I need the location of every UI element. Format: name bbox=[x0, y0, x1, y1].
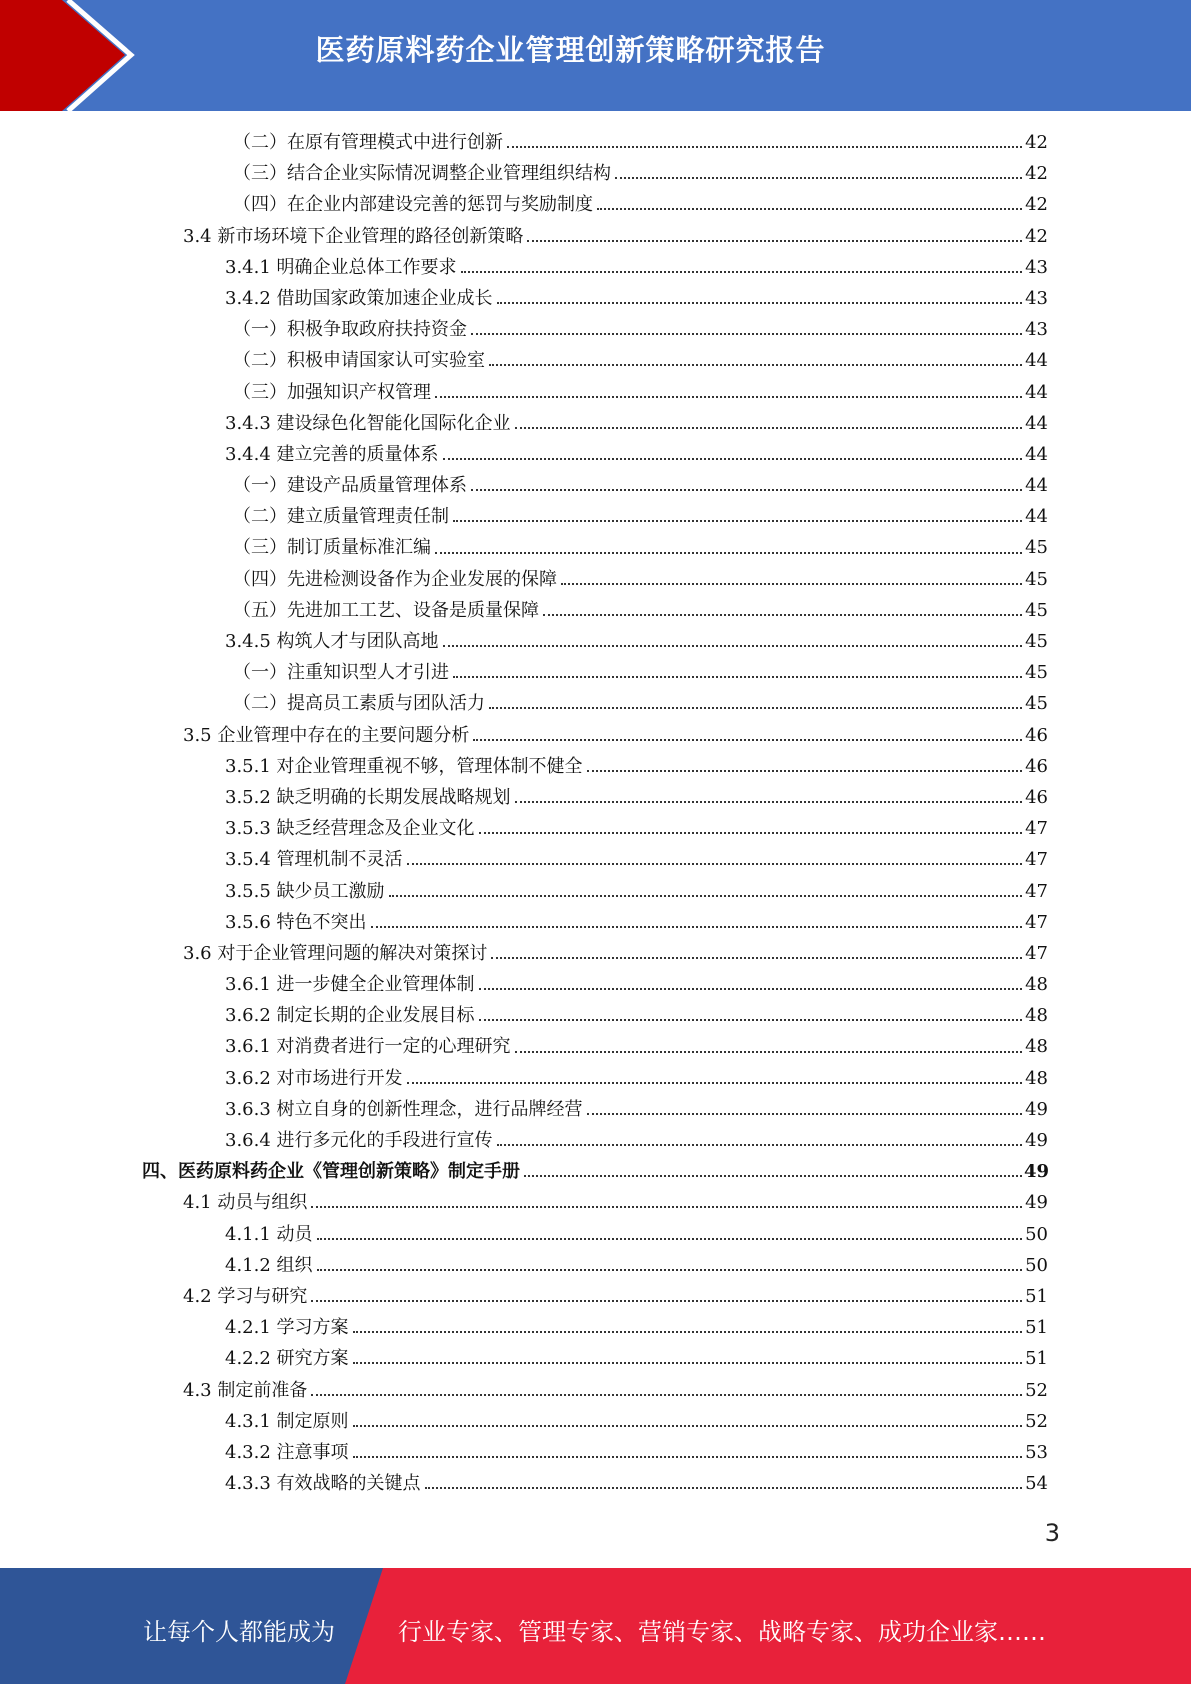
toc-entry[interactable] bbox=[0, 532, 1191, 563]
toc-entry-label: 3.6 对于企业管理问题的解决对策探讨 bbox=[183, 942, 488, 964]
toc-leader-dots bbox=[479, 831, 1022, 834]
toc-entry[interactable] bbox=[0, 1468, 1191, 1499]
toc-leader-dots bbox=[353, 1361, 1022, 1364]
toc-entry[interactable] bbox=[0, 1125, 1191, 1156]
toc-entry-label: 3.6.4 进行多元化的手段进行宣传 bbox=[225, 1130, 493, 1151]
toc-entry[interactable] bbox=[0, 501, 1191, 532]
table-of-contents bbox=[0, 127, 1191, 1499]
toc-entry-page: 53 bbox=[1025, 1441, 1048, 1463]
toc-entry-label: 3.6.3 树立自身的创新性理念，进行品牌经营 bbox=[225, 1098, 583, 1120]
toc-entry[interactable] bbox=[0, 189, 1191, 220]
toc-leader-dots bbox=[389, 894, 1022, 897]
toc-entry-label: 4.3.1 制定原则 bbox=[225, 1410, 349, 1432]
toc-entry-label: 3.5.2 缺乏明确的长期发展战略规划 bbox=[225, 786, 511, 808]
toc-entry-label: 4.3.3 有效战略的关键点 bbox=[225, 1473, 421, 1495]
toc-entry-label: （四）在企业内部建设完善的惩罚与奖励制度 bbox=[233, 194, 593, 216]
toc-leader-dots bbox=[515, 426, 1022, 429]
toc-entry[interactable] bbox=[0, 314, 1191, 345]
toc-leader-dots bbox=[471, 332, 1022, 335]
toc-entry-page: 48 bbox=[1025, 1005, 1048, 1027]
toc-entry[interactable] bbox=[0, 720, 1191, 751]
toc-entry-page: 48 bbox=[1025, 1067, 1048, 1089]
page-number: 3 bbox=[1044, 1519, 1060, 1547]
toc-entry-label: 4.1.1 动员 bbox=[225, 1223, 313, 1245]
toc-entry-page: 45 bbox=[1025, 662, 1048, 684]
toc-leader-dots bbox=[471, 488, 1022, 491]
toc-entry-label: （一）积极争取政府扶持资金 bbox=[233, 319, 467, 341]
toc-entry-label: 3.4.3 建设绿色化智能化国际化企业 bbox=[225, 412, 511, 434]
toc-entry-page: 45 bbox=[1025, 599, 1048, 621]
toc-leader-dots bbox=[587, 769, 1022, 772]
toc-leader-dots bbox=[489, 706, 1022, 709]
toc-leader-dots bbox=[615, 176, 1022, 179]
toc-entry-page: 44 bbox=[1025, 475, 1048, 497]
toc-entry-label: 4.1.2 组织 bbox=[225, 1254, 313, 1276]
toc-entry-label: 3.5 企业管理中存在的主要问题分析 bbox=[183, 724, 470, 746]
toc-entry-label: 3.5.5 缺少员工激励 bbox=[225, 880, 385, 902]
toc-leader-dots bbox=[435, 551, 1022, 554]
toc-entry-label: 4.2.2 研究方案 bbox=[225, 1348, 349, 1370]
toc-entry-label: （一）建设产品质量管理体系 bbox=[233, 475, 467, 497]
toc-entry-label: （四）先进检测设备作为企业发展的保障 bbox=[233, 568, 557, 590]
toc-entry[interactable] bbox=[0, 1000, 1191, 1031]
toc-entry[interactable] bbox=[0, 876, 1191, 907]
toc-entry[interactable] bbox=[0, 408, 1191, 439]
toc-entry-label: 4.2 学习与研究 bbox=[183, 1285, 308, 1307]
toc-entry-label: 3.5.6 特色不突出 bbox=[225, 911, 367, 933]
toc-entry-page: 49 bbox=[1025, 1192, 1048, 1214]
toc-entry-label: 4.3 制定前准备 bbox=[183, 1379, 308, 1401]
toc-entry[interactable] bbox=[0, 564, 1191, 595]
toc-entry-label: 3.4.5 构筑人才与团队高地 bbox=[225, 631, 439, 652]
toc-leader-dots bbox=[371, 925, 1022, 928]
toc-entry-page: 51 bbox=[1025, 1285, 1048, 1307]
toc-entry-label: 3.6.1 对消费者进行一定的心理研究 bbox=[225, 1036, 511, 1058]
toc-entry-label: 3.5.1 对企业管理重视不够，管理体制不健全 bbox=[225, 755, 583, 777]
toc-entry[interactable] bbox=[0, 938, 1191, 969]
toc-leader-dots bbox=[353, 1424, 1022, 1427]
toc-entry-page: 46 bbox=[1025, 724, 1048, 746]
toc-entry[interactable] bbox=[0, 127, 1191, 158]
toc-leader-dots bbox=[453, 675, 1022, 678]
toc-entry-label: （二）提高员工素质与团队活力 bbox=[233, 693, 485, 715]
toc-entry-label: 3.6.2 对市场进行开发 bbox=[225, 1067, 403, 1089]
toc-entry-label: （二）积极申请国家认可实验室 bbox=[233, 350, 485, 372]
toc-leader-dots bbox=[489, 363, 1022, 366]
toc-entry-page: 47 bbox=[1025, 911, 1048, 933]
toc-entry-label: 4.1 动员与组织 bbox=[183, 1192, 308, 1214]
toc-leader-dots bbox=[317, 1268, 1022, 1271]
toc-leader-dots bbox=[317, 1237, 1022, 1240]
toc-leader-dots bbox=[543, 613, 1022, 616]
toc-entry-page: 47 bbox=[1025, 849, 1048, 871]
toc-leader-dots bbox=[497, 301, 1022, 304]
toc-entry-page: 48 bbox=[1025, 974, 1048, 996]
toc-leader-dots bbox=[443, 644, 1022, 647]
toc-entry[interactable] bbox=[0, 345, 1191, 376]
toc-leader-dots bbox=[527, 239, 1022, 242]
toc-entry-label: （二）在原有管理模式中进行创新 bbox=[233, 132, 503, 153]
toc-entry[interactable] bbox=[0, 1281, 1191, 1312]
toc-entry-page: 44 bbox=[1025, 412, 1048, 434]
toc-entry[interactable] bbox=[0, 1219, 1191, 1250]
toc-entry-page: 44 bbox=[1025, 506, 1048, 528]
toc-entry-page: 42 bbox=[1025, 163, 1048, 185]
toc-entry-page: 50 bbox=[1025, 1223, 1048, 1245]
toc-leader-dots bbox=[353, 1330, 1022, 1333]
toc-entry[interactable] bbox=[0, 439, 1191, 470]
toc-leader-dots bbox=[453, 519, 1022, 522]
toc-entry-page: 51 bbox=[1025, 1317, 1048, 1339]
toc-entry[interactable] bbox=[0, 1031, 1191, 1062]
toc-leader-dots bbox=[353, 1455, 1022, 1458]
toc-entry-page: 46 bbox=[1025, 755, 1048, 777]
toc-entry-page: 49 bbox=[1024, 1161, 1050, 1183]
toc-entry-page: 49 bbox=[1025, 1098, 1048, 1120]
toc-leader-dots bbox=[311, 1205, 1022, 1208]
toc-entry[interactable] bbox=[0, 751, 1191, 782]
toc-entry-page: 51 bbox=[1025, 1348, 1048, 1370]
toc-entry-label: 3.6.1 进一步健全企业管理体制 bbox=[225, 974, 475, 996]
toc-leader-dots bbox=[515, 800, 1022, 803]
toc-entry-page: 43 bbox=[1025, 319, 1048, 341]
toc-entry-page: 43 bbox=[1025, 256, 1048, 278]
toc-leader-dots bbox=[561, 582, 1022, 585]
toc-entry-page: 44 bbox=[1025, 350, 1048, 372]
toc-entry-page: 52 bbox=[1025, 1379, 1048, 1401]
toc-leader-dots bbox=[515, 1050, 1022, 1053]
toc-entry[interactable] bbox=[0, 1094, 1191, 1125]
toc-leader-dots bbox=[524, 1174, 1022, 1177]
toc-entry-page: 46 bbox=[1025, 786, 1048, 808]
toc-entry-label: 3.6.2 制定长期的企业发展目标 bbox=[225, 1005, 475, 1027]
toc-entry-label: （三）加强知识产权管理 bbox=[233, 381, 431, 403]
toc-leader-dots bbox=[443, 457, 1022, 460]
toc-entry-label: 3.4.4 建立完善的质量体系 bbox=[225, 443, 439, 465]
toc-entry-label: （一）注重知识型人才引进 bbox=[233, 662, 449, 684]
toc-leader-dots bbox=[473, 738, 1022, 741]
toc-entry-label: （三）制订质量标准汇编 bbox=[233, 537, 431, 559]
toc-entry[interactable] bbox=[0, 595, 1191, 626]
toc-entry-label: 4.3.2 注意事项 bbox=[225, 1441, 349, 1463]
toc-entry-page: 50 bbox=[1025, 1254, 1048, 1276]
toc-entry[interactable] bbox=[0, 1437, 1191, 1468]
toc-entry[interactable] bbox=[0, 782, 1191, 813]
toc-entry-label: 3.4 新市场环境下企业管理的路径创新策略 bbox=[183, 225, 524, 247]
toc-entry-page: 45 bbox=[1025, 568, 1048, 590]
toc-entry[interactable] bbox=[0, 1406, 1191, 1437]
toc-entry[interactable] bbox=[0, 377, 1191, 408]
toc-leader-dots bbox=[407, 1081, 1022, 1084]
toc-entry-page: 42 bbox=[1025, 225, 1048, 247]
chevron-arrow-icon bbox=[0, 0, 160, 111]
toc-leader-dots bbox=[479, 987, 1022, 990]
toc-entry[interactable] bbox=[0, 969, 1191, 1000]
toc-entry[interactable] bbox=[0, 1156, 1191, 1187]
toc-entry-label: 3.4.1 明确企业总体工作要求 bbox=[225, 256, 457, 278]
toc-entry-page: 47 bbox=[1025, 818, 1048, 840]
toc-entry-label: 四、医药原料药企业《管理创新策略》制定手册 bbox=[142, 1161, 520, 1183]
toc-entry[interactable] bbox=[0, 1343, 1191, 1374]
toc-entry[interactable] bbox=[0, 813, 1191, 844]
toc-entry-page: 47 bbox=[1025, 880, 1048, 902]
toc-entry-label: 3.5.4 管理机制不灵活 bbox=[225, 849, 403, 871]
toc-entry-label: 3.4.2 借助国家政策加速企业成长 bbox=[225, 287, 493, 309]
toc-entry-page: 54 bbox=[1025, 1473, 1048, 1495]
toc-entry-page: 45 bbox=[1025, 537, 1048, 559]
toc-entry[interactable] bbox=[0, 657, 1191, 688]
document-title: 医药原料药企业管理创新策略研究报告 bbox=[315, 33, 826, 67]
toc-entry-page: 49 bbox=[1025, 1130, 1048, 1151]
toc-entry[interactable] bbox=[0, 252, 1191, 283]
toc-entry-page: 42 bbox=[1025, 132, 1048, 153]
footer-slogan-left: 让每个人都能成为 bbox=[143, 1618, 335, 1646]
toc-leader-dots bbox=[311, 1393, 1022, 1396]
toc-entry-label: （五）先进加工工艺、设备是质量保障 bbox=[233, 599, 539, 621]
toc-entry-label: （三）结合企业实际情况调整企业管理组织结构 bbox=[233, 163, 611, 185]
toc-entry[interactable] bbox=[0, 1187, 1191, 1218]
toc-leader-dots bbox=[491, 956, 1022, 959]
toc-entry[interactable] bbox=[0, 221, 1191, 252]
toc-entry-label: （二）建立质量管理责任制 bbox=[233, 506, 449, 528]
toc-entry[interactable] bbox=[0, 470, 1191, 501]
toc-entry-page: 43 bbox=[1025, 287, 1048, 309]
toc-leader-dots bbox=[425, 1486, 1022, 1489]
toc-entry-page: 48 bbox=[1025, 1036, 1048, 1058]
toc-entry-page: 45 bbox=[1025, 693, 1048, 715]
toc-entry[interactable] bbox=[0, 844, 1191, 875]
toc-entry-label: 3.5.3 缺乏经营理念及企业文化 bbox=[225, 818, 475, 840]
toc-entry-page: 52 bbox=[1025, 1410, 1048, 1432]
toc-leader-dots bbox=[587, 1112, 1022, 1115]
page-footer bbox=[0, 1568, 1191, 1684]
toc-entry-page: 42 bbox=[1025, 194, 1048, 216]
toc-entry-page: 47 bbox=[1025, 942, 1048, 964]
toc-entry[interactable] bbox=[0, 1312, 1191, 1343]
toc-entry-label: 4.2.1 学习方案 bbox=[225, 1317, 349, 1339]
toc-leader-dots bbox=[311, 1299, 1022, 1302]
toc-entry[interactable] bbox=[0, 283, 1191, 314]
toc-leader-dots bbox=[407, 862, 1022, 865]
toc-entry-page: 45 bbox=[1025, 631, 1048, 652]
toc-leader-dots bbox=[435, 395, 1022, 398]
toc-entry-page: 44 bbox=[1025, 381, 1048, 403]
toc-entry[interactable] bbox=[0, 626, 1191, 657]
toc-leader-dots bbox=[497, 1143, 1022, 1146]
toc-entry[interactable] bbox=[0, 1375, 1191, 1406]
footer-slogan-right: 行业专家、管理专家、营销专家、战略专家、成功企业家…… bbox=[398, 1618, 1046, 1646]
toc-leader-dots bbox=[507, 145, 1022, 148]
toc-entry[interactable] bbox=[0, 907, 1191, 938]
toc-leader-dots bbox=[479, 1018, 1022, 1021]
toc-entry[interactable] bbox=[0, 158, 1191, 189]
toc-leader-dots bbox=[597, 207, 1022, 210]
toc-leader-dots bbox=[461, 270, 1022, 273]
toc-entry[interactable] bbox=[0, 1063, 1191, 1094]
page-header bbox=[0, 0, 1191, 111]
toc-entry-page: 44 bbox=[1025, 443, 1048, 465]
toc-entry[interactable] bbox=[0, 1250, 1191, 1281]
toc-entry[interactable] bbox=[0, 688, 1191, 719]
